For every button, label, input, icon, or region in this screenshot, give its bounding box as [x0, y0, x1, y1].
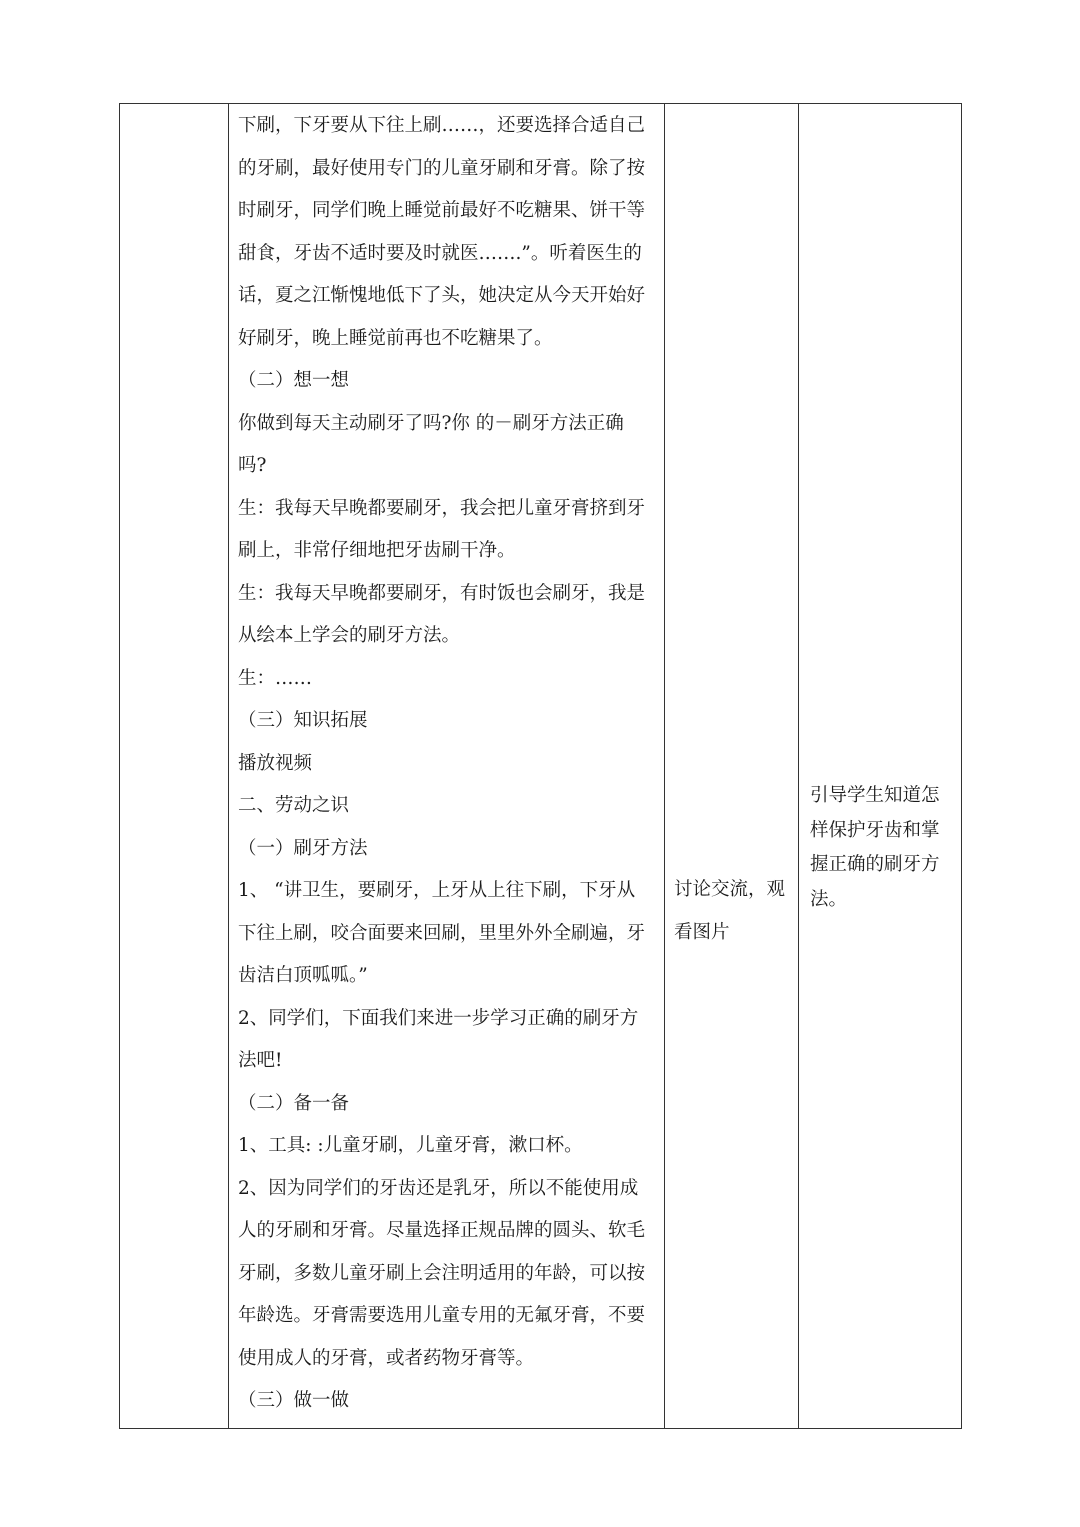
content-line: 1、工具: :儿童牙刷，儿童牙膏，漱口杯。: [238, 1135, 583, 1156]
content-line: 生：……: [238, 667, 313, 689]
section-column: [120, 104, 228, 1428]
content-line: 法吧!: [238, 1050, 283, 1071]
intent-line: 引导学生知道怎: [810, 785, 940, 806]
content-line: 使用成人的牙膏，或者药物牙膏等。: [238, 1347, 535, 1369]
content-line: 人的牙刷和牙膏。尽量选择正规品牌的圆头、软毛: [238, 1220, 646, 1241]
content-line: 的牙刷，最好使用专门的儿童牙刷和牙膏。除了按: [238, 157, 646, 179]
intent-line: 样保护牙齿和掌: [810, 819, 940, 841]
content-line: （二）备一备: [238, 1092, 350, 1114]
activity-line: 看图片: [674, 921, 730, 943]
content-line: 从绘本上学会的刷牙方法。: [238, 625, 461, 646]
student-activity-column: [664, 104, 799, 1428]
design-intent-column: [798, 104, 961, 1428]
content-line: 2、因为同学们的牙齿还是乳牙，所以不能使用成: [238, 1177, 639, 1199]
content-line: 生：我每天早晚都要刷牙，我会把儿童牙膏挤到牙: [238, 497, 646, 519]
intent-line: 法。: [810, 888, 848, 910]
content-line: 1、 “讲卫生，要刷牙，上牙从上往下刷，下牙从: [238, 880, 636, 901]
content-line: 好刷牙，晚上睡觉前再也不吃糖果了。: [238, 327, 553, 349]
content-line: 2、同学们，下面我们来进一步学习正确的刷牙方: [238, 1007, 639, 1029]
content-line: 吗?: [238, 455, 267, 476]
content-line: 齿洁白顶呱呱。”: [238, 965, 368, 986]
content-line: （一）刷牙方法: [238, 837, 368, 859]
content-line: 刷上，非常仔细地把牙齿刷干净。: [238, 540, 516, 561]
content-line: （二）想一想: [238, 370, 350, 391]
content-line: 牙刷，多数儿童牙刷上会注明适用的年龄，可以按: [238, 1262, 646, 1284]
activity-line: 讨论交流，观: [674, 879, 786, 900]
intent-line: 握正确的刷牙方: [810, 854, 940, 875]
content-line: 播放视频: [238, 752, 313, 774]
content-line: （三）做一做: [238, 1390, 350, 1411]
content-line: （三）知识拓展: [238, 710, 368, 731]
content-line: 下往上刷，咬合面要来回刷，里里外外全刷遍，牙: [238, 922, 646, 944]
content-line: 下刷，下牙要从下往上刷……，还要选择合适自己: [238, 115, 646, 136]
content-line: 甜食，牙齿不适时要及时就医…….”。听着医生的: [238, 242, 642, 264]
content-line: 二、劳动之识: [238, 795, 350, 816]
content-line: 年龄选。牙膏需要选用儿童专用的无氟牙膏，不要: [238, 1305, 646, 1326]
content-line: 你做到每天主动刷牙了吗?你 的－刷牙方法正确: [238, 412, 624, 434]
content-line: 时刷牙，同学们晚上睡觉前最好不吃糖果、饼干等: [238, 200, 646, 221]
content-line: 生：我每天早晚都要刷牙，有时饭也会刷牙，我是: [238, 582, 646, 604]
content-line: 话，夏之江惭愧地低下了头，她决定从今天开始好: [238, 285, 646, 306]
